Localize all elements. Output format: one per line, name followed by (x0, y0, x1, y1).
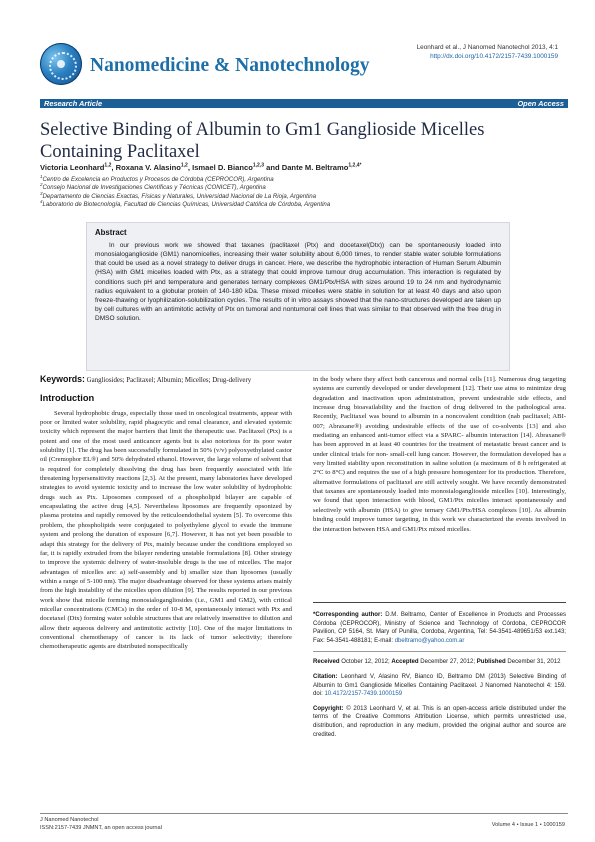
footer-issn: ISSN:2157-7439 JNMNT, an open access journal (40, 825, 162, 831)
doi-link[interactable]: http://dx.doi.org/10.4172/2157-7439.1000159 (430, 53, 558, 60)
email-link[interactable]: dbeltramo@yahoo.com.ar (394, 637, 465, 644)
keywords-label: Keywords: (40, 374, 85, 384)
divider (313, 651, 566, 652)
author-name: Dante M. Beltramo (281, 163, 349, 172)
author-name: Roxana V. Alasino (115, 163, 181, 172)
copyright: Copyright: © 2013 Leonhard V, et al. This is an open-access article distributed under the terms of the Creative Commons Attribution License, which permits unrestricted use, distribution, and reproduction in any medium, provided the original author and source are credited. (313, 705, 566, 738)
open-access-label: Open Access (517, 99, 564, 108)
keywords-text: Gangliosides; Paclitaxel; Albumin; Micelles; Drug-delivery (86, 377, 252, 384)
affiliation-list (40, 173, 560, 210)
left-column (40, 375, 292, 652)
journal-name: Nanomedicine & Nanotechnology (90, 55, 370, 76)
author-affil-ref: 1,2 (104, 162, 112, 169)
author-list: Victoria Leonhard$^{1,2}$, Roxana V. Alasino$^{1,2}$, Ismael D. Bianco$^{1,2,3}$ and Dante M. Beltramo$^{1,2,4*}$ (40, 162, 362, 172)
affiliation-item: $^1$Centro de Excelencia en Productos y Procesos de Córdoba (CEPROCOR), Argentina (40, 173, 274, 183)
dates: Received October 12, 2012; Accepted December 27, 2012; Published December 31, 2012 (313, 659, 561, 666)
correspondence-box (313, 602, 566, 745)
citation: Citation: Leonhard V, Alasino RV, Bianco ID, Beltramo DM (2013) Selective Binding of Albumin to Gm1 Ganglioside Micelles Containing Paclitaxel. J Nanomed Nanotechol 4: 159. doi: 10.4172/2157-7439.1000159 (313, 673, 566, 698)
abstract-text: In our previous work we showed that taxanes (paclitaxel (Ptx) and docetaxel(Dtx)) can be spontaneously loaded into monosialoganglioside (GM1) nanomicelles, increasing their water solubility about 6,000 times, to render stable water soluble formulations that could be used as a novel strategy to deliver drugs in cancer. Here, we describe the hydrophobic interaction of Human Serum Albumin (HSA) with GM1 micelles loaded with Ptx, as a strategy that could improve tumour drug accumulation. This interaction is regulated by conditions such pH and temperature and generates ternary complexes GM1/Ptx/HSA with sizes around 19 to 24 nm and hydrodynamic radius equivalent to a globular protein of 140-180 kDa. These mixed micelles were stable in solution for at least 40 days and also upon freeze-thawing or lyophilization-solubilization cycles. The results of in vitro assays showed that the nano-structures developed are taken up by cell cultures with an antimitotic activity of Ptx on tumoral and nontumoral cell lines that was similar to that observed with the free drug in DMSO solution. (95, 242, 501, 323)
footer-volume: Volume 4 • Issue 1 • 1000159 (491, 822, 565, 828)
citation-doi-link[interactable]: 10.4172/2157-7439.1000159 (324, 691, 403, 698)
right-column (313, 375, 566, 534)
corresponding-author: *Corresponding author: D.M. Beltramo, Center of Excellence in Products and Processes Córdoba (CEPROCOR), Ministry of Science and Technology of Córdoba, CEPROCOR Pavilion, CP 5164, St. Mary of Punilla, Cordoba, Argentina, Tel: 54-3541-489651/53 ext.143; Fax: 54-3541-488181; E-mail: dbeltramo@yahoo.com.ar (313, 612, 567, 644)
author-name: Victoria Leonhard (40, 163, 105, 172)
keywords (40, 375, 292, 385)
intro-paragraph: Several hydrophobic drugs, especially those used in oncological treatments, appear with poor or limited water solubility, rapid phagocytic and renal clearance, and elevated systemic toxicity which represent the major barriers that limit the therapeutic use. Paclitaxel (Ptx) is a potent and one of the most used anticancer agents but is also notorious for its poor water solubility [1]. The drug has been successfully formulated in 50% (v/v) polyoxyethylated castor oil (Cremophor EL®) and 50% dehydrated ethanol. However, the large volume of solvent that is required for completely dissolving the drug has been frequently associated with life threatening hypersensitivity reactions [2,3]. At the present, many laboratories have developed strategies to avoid systemic toxicity and to increase the low water solubility of hydrophobic drugs such as Ptx. Liposomes composed of a phospholipid bilayer are capable of encapsulating the active drug [4,5]. Nevertheless liposomes are frequently opsonized by plasma proteins and rapidly removed by the reticuloendothelial system [5]. To overcome this problem, the phospholipids were conjugated to polyethylene glycol to evade the immune system and prolong the duration of exposure [6,7]. However, it has not yet been possible to adapt this strategy for the delivery of Ptx, mainly because under the conditions employed so far, it is rapidly extruded from the bilayer rendering unstable formulations [8]. Other strategy to improve the systemic delivery of water-insoluble drugs is the use of micelles. The major advantages of micelles are: a) self-assembly and b) smaller size than liposomes (usually within a range of 5-100 nm). The major disadvantage observed for these systems arises mainly from the high instability of the micelles upon dilution [9]. The results reported in our previous work show that micelle forming monosialogangliosides (i.e., GM1 and GM2), with critical micellar concentrations (CMCs) in the order of 10-8 M, spontaneously interact with Ptx and docetaxel (Dtx) forming water soluble structures that are relatively insensitive to dilution and allow their aqueous delivery and antimitotic activity [10]. One of the major limitations in conventional chemotherapy of cancer is its lack of tumor selectivity; therefore chemotherapeutic agents are distributed nonspecifically (40, 409, 292, 651)
affiliation-item: $^2$Consejo Nacional de Investigaciones Científicas y Técnicas (CONICET), Argentina (40, 182, 266, 192)
footer-journal-info (40, 816, 290, 832)
footer-journal: J Nanomed Nanotechol (40, 817, 99, 823)
header-citation (338, 43, 558, 61)
intro-paragraph-continued: in the body where they affect both cancerous and normal cells [11]. Numerous drug targeting systems are currently developed or under development [12]. Their use aims to minimize drug degradation and inactivation upon administration, prevent undesirable side effects, and increase drug bioavailability and the fraction of drug delivered in the pathological area. Recently, Paclitaxel was bound to albumin in a noncovalent condition (nab paclitaxel; ABI-007; Abraxane®) avoiding undesirable effects of the use of co-solvents [13] and also mediating an enhanced anti-tumor effect via a SPARC- albumin interaction [14]. Abraxane® has been approved in at least 40 countries for the treatment of metastatic breast cancer and is under clinical trials for non- small-cell lung cancer. However, the formulation developed has a very limited stability upon reconstitution in saline solution (a maximum of 8 h refrigerated at 2°C to 8°C) and requires the use of a high pressure homogenizer for its production. Therefore, alternative formulations of paclitaxel are still actively sought. We have recently demonstrated that taxanes are spontaneously loaded into monosialoganglioside micelles [10]. Interestingly, we found that upon interaction with blood, GM1/Ptx micelles interact spontaneously and selectively with albumin (HSA) to give ternary GM1/Ptx/HSA complexes [10]. As albumin binding could improve tumor targeting, in this work we characterized the events involved in the interaction between HSA and GM1/Ptx mixed micelles. (313, 376, 566, 533)
abstract-heading: Abstract (95, 228, 127, 237)
author-name: Ismael D. Bianco (192, 163, 253, 172)
article-title: Selective Binding of Albumin to Gm1 Ganglioside Micelles Containing Paclitaxel (40, 120, 485, 162)
footer-divider (40, 813, 568, 814)
article-type-band (40, 99, 568, 108)
article-type-label: Research Article (44, 99, 103, 108)
section-heading-introduction: Introduction (40, 393, 95, 404)
divider (313, 602, 566, 603)
author-affil-ref: 1,2,4* (348, 162, 362, 169)
journal-logo-icon (40, 43, 82, 85)
affiliation-item: $^3$Departamento de Ciencias Exactas, Físicas y Naturales, Universidad Nacional de La Rioja, Argentina (40, 190, 316, 200)
citation-line: Leonhard et al., J Nanomed Nanotechol 2013, 4:1 (416, 44, 558, 51)
author-affil-ref: 1,2,3 (252, 162, 264, 169)
affiliation-item: $^4$Laboratorio de Biotecnología, Facultad de Ciencias Químicas, Universidad Católica de Córdoba, Argentina (40, 199, 331, 209)
author-affil-ref: 1,2 (180, 162, 188, 169)
abstract-box (86, 222, 510, 371)
